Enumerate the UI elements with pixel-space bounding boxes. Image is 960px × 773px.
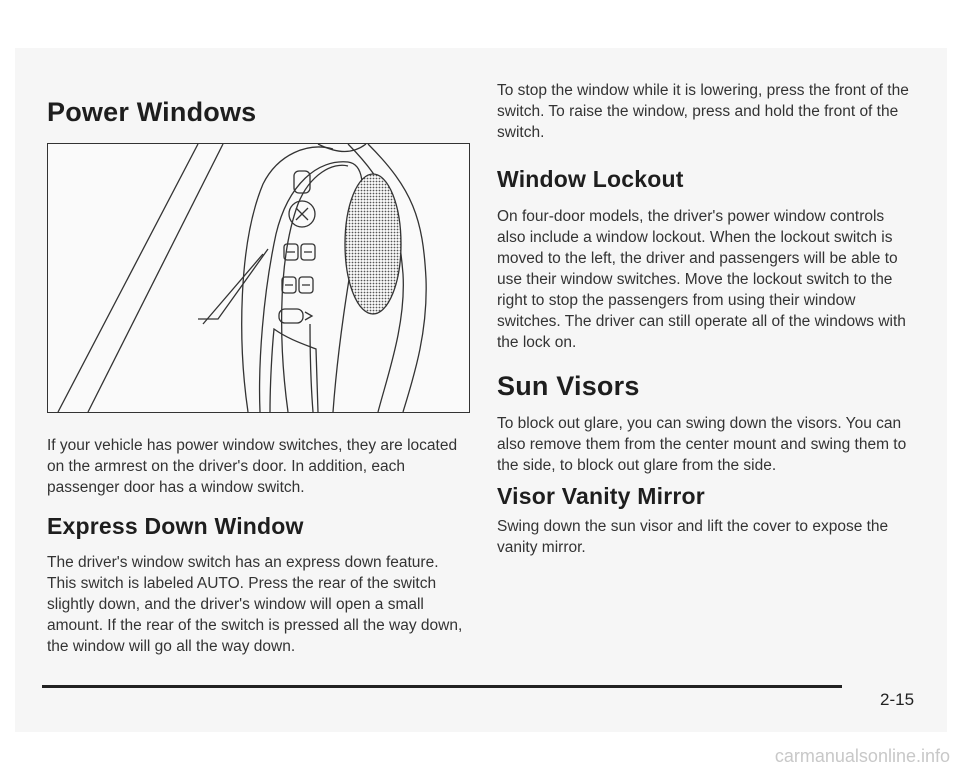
visor-vanity-mirror-heading: Visor Vanity Mirror	[497, 483, 705, 509]
sun-visors-heading: Sun Visors	[497, 371, 640, 401]
express-down-heading: Express Down Window	[47, 513, 304, 539]
door-armrest-drawing	[48, 144, 469, 412]
page-number: 2-15	[880, 690, 915, 709]
express-down-paragraph: The driver's window switch has an express down feature. This switch is labeled AUTO. Press the rear of the switch slightly down, and the driver's window will open a small amount. If the rear of the switch is pressed all the way down, the window will go all the way down.	[47, 554, 463, 655]
site-watermark: carmanualsonline.info	[774, 746, 950, 766]
speaker-grille	[345, 174, 401, 314]
footer-rule	[42, 685, 842, 688]
power-windows-paragraph: If your vehicle has power window switches, they are located on the armrest on the driver's door. In addition, each passenger door has a window switch.	[47, 437, 458, 496]
power-windows-heading: Power Windows	[47, 97, 257, 127]
sun-visors-paragraph: To block out glare, you can swing down the visors. You can also remove them from the center mount and swing them to the side, to block out glare from the side.	[497, 415, 907, 474]
window-lockout-paragraph: On four-door models, the driver's power window controls also include a window lockout. When the lockout switch is moved to the left, the driver and passengers will be able to use their window switches. Move the lockout switch to the right to stop the passengers from using their window switches. The driver can still operate all of the windows with the lock on.	[497, 208, 906, 351]
window-lockout-heading: Window Lockout	[497, 166, 684, 192]
power-window-switch-illustration	[47, 143, 470, 413]
stop-window-paragraph: To stop the window while it is lowering, press the front of the switch. To raise the window, press and hold the front of the switch.	[497, 82, 909, 141]
visor-vanity-mirror-paragraph: Swing down the sun visor and lift the cover to expose the vanity mirror.	[497, 518, 889, 556]
